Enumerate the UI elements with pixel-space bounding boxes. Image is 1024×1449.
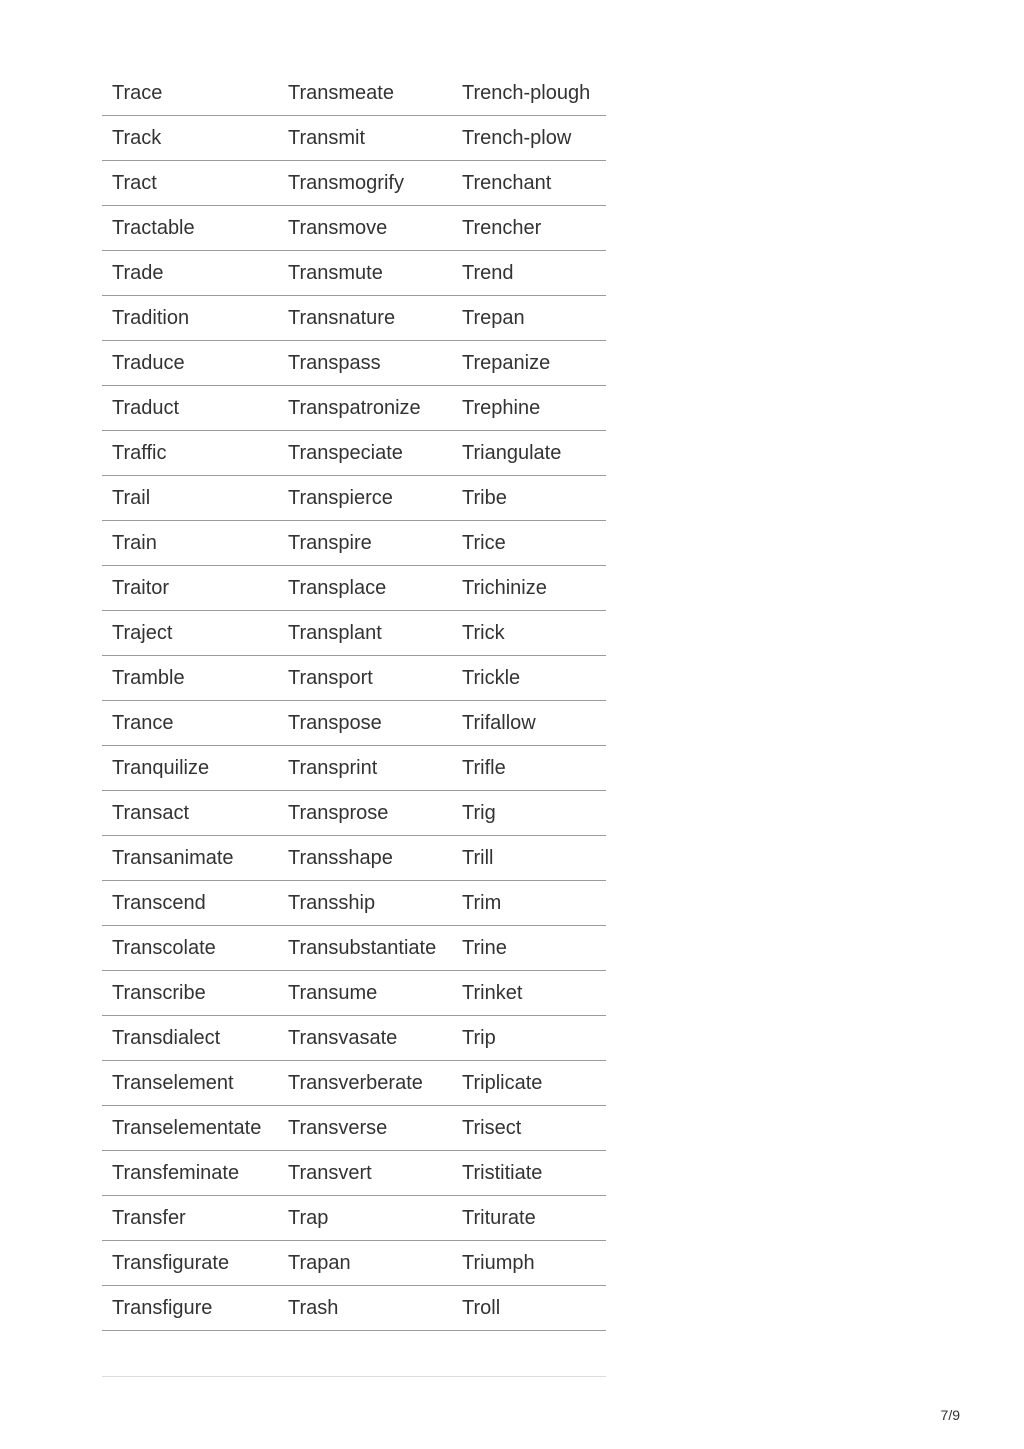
table-cell: Trine — [452, 926, 606, 971]
table-cell: Tranquilize — [102, 746, 278, 791]
table-cell: Transvert — [278, 1151, 452, 1196]
table-cell: Trifallow — [452, 701, 606, 746]
table-cell: Transplant — [278, 611, 452, 656]
table-cell: Trepanize — [452, 341, 606, 386]
table-cell: Tractable — [102, 206, 278, 251]
table-cell: Trapan — [278, 1241, 452, 1286]
table-cell: Trim — [452, 881, 606, 926]
table-cell: Transmit — [278, 116, 452, 161]
table-cell: Transport — [278, 656, 452, 701]
table-row — [102, 791, 606, 836]
table-cell: Transprose — [278, 791, 452, 836]
table-cell: Trinket — [452, 971, 606, 1016]
table-cell: Tristitiate — [452, 1151, 606, 1196]
table-cell: Transfigure — [102, 1286, 278, 1331]
table-cell: Trenchant — [452, 161, 606, 206]
table-cell: Trend — [452, 251, 606, 296]
table-cell: Trisect — [452, 1106, 606, 1151]
table-cell: Transcribe — [102, 971, 278, 1016]
table-cell: Trance — [102, 701, 278, 746]
table-row — [102, 206, 606, 251]
table-cell: Trig — [452, 791, 606, 836]
table-cell: Transverberate — [278, 1061, 452, 1106]
table-row — [102, 161, 606, 206]
table-row — [102, 476, 606, 521]
table-cell: Transpierce — [278, 476, 452, 521]
table-cell: Transmove — [278, 206, 452, 251]
table-cell: Trace — [102, 71, 278, 116]
table-cell: Transcolate — [102, 926, 278, 971]
table-cell: Triangulate — [452, 431, 606, 476]
footer-divider — [102, 1376, 606, 1377]
table-row — [102, 971, 606, 1016]
table-row — [102, 881, 606, 926]
table-row — [102, 1106, 606, 1151]
table-cell: Transfer — [102, 1196, 278, 1241]
table-cell: Trichinize — [452, 566, 606, 611]
table-cell: Transship — [278, 881, 452, 926]
table-row — [102, 566, 606, 611]
table-cell: Trepan — [452, 296, 606, 341]
table-row — [102, 1241, 606, 1286]
table-cell: Transanimate — [102, 836, 278, 881]
table-cell: Transdialect — [102, 1016, 278, 1061]
table-cell: Traitor — [102, 566, 278, 611]
word-table-body — [102, 71, 606, 1331]
table-cell: Transverse — [278, 1106, 452, 1151]
table-cell: Trench-plough — [452, 71, 606, 116]
table-cell: Transact — [102, 791, 278, 836]
table-cell: Transelementate — [102, 1106, 278, 1151]
table-row — [102, 251, 606, 296]
table-cell: Transpire — [278, 521, 452, 566]
table-cell: Transmogrify — [278, 161, 452, 206]
table-cell: Triplicate — [452, 1061, 606, 1106]
table-cell: Trail — [102, 476, 278, 521]
table-cell: Tribe — [452, 476, 606, 521]
table-row — [102, 1286, 606, 1331]
table-row — [102, 116, 606, 161]
table-cell: Transelement — [102, 1061, 278, 1106]
table-cell: Tramble — [102, 656, 278, 701]
table-row — [102, 746, 606, 791]
table-cell: Trifle — [452, 746, 606, 791]
table-row — [102, 1196, 606, 1241]
table-row — [102, 431, 606, 476]
table-cell: Traject — [102, 611, 278, 656]
table-cell: Transcend — [102, 881, 278, 926]
page-number: 7/9 — [940, 1407, 960, 1423]
table-row — [102, 926, 606, 971]
table-row — [102, 656, 606, 701]
table-row — [102, 71, 606, 116]
table-cell: Trick — [452, 611, 606, 656]
table-row — [102, 341, 606, 386]
table-row — [102, 1151, 606, 1196]
table-cell: Transubstantiate — [278, 926, 452, 971]
table-row — [102, 296, 606, 341]
table-cell: Transvasate — [278, 1016, 452, 1061]
table-cell: Trencher — [452, 206, 606, 251]
table-row — [102, 1061, 606, 1106]
table-cell: Trade — [102, 251, 278, 296]
table-cell: Transfeminate — [102, 1151, 278, 1196]
table-cell: Traduct — [102, 386, 278, 431]
table-cell: Transmute — [278, 251, 452, 296]
table-cell: Transshape — [278, 836, 452, 881]
table-cell: Trash — [278, 1286, 452, 1331]
table-cell: Troll — [452, 1286, 606, 1331]
table-row — [102, 611, 606, 656]
table-cell: Tract — [102, 161, 278, 206]
table-row — [102, 521, 606, 566]
table-cell: Trickle — [452, 656, 606, 701]
table-cell: Trill — [452, 836, 606, 881]
table-cell: Triumph — [452, 1241, 606, 1286]
table-cell: Tradition — [102, 296, 278, 341]
table-cell: Transplace — [278, 566, 452, 611]
table-row — [102, 1016, 606, 1061]
table-cell: Trench-plow — [452, 116, 606, 161]
table-cell: Transmeate — [278, 71, 452, 116]
table-cell: Traduce — [102, 341, 278, 386]
table-cell: Triturate — [452, 1196, 606, 1241]
table-cell: Trephine — [452, 386, 606, 431]
table-cell: Transume — [278, 971, 452, 1016]
table-row — [102, 386, 606, 431]
word-table — [102, 71, 606, 1331]
table-row — [102, 836, 606, 881]
table-cell: Trice — [452, 521, 606, 566]
table-cell: Trip — [452, 1016, 606, 1061]
table-cell: Transpeciate — [278, 431, 452, 476]
table-cell: Trap — [278, 1196, 452, 1241]
table-cell: Train — [102, 521, 278, 566]
table-cell: Traffic — [102, 431, 278, 476]
table-cell: Track — [102, 116, 278, 161]
table-cell: Transfigurate — [102, 1241, 278, 1286]
table-cell: Transnature — [278, 296, 452, 341]
table-cell: Transprint — [278, 746, 452, 791]
table-cell: Transpose — [278, 701, 452, 746]
table-cell: Transpatronize — [278, 386, 452, 431]
table-cell: Transpass — [278, 341, 452, 386]
table-row — [102, 701, 606, 746]
